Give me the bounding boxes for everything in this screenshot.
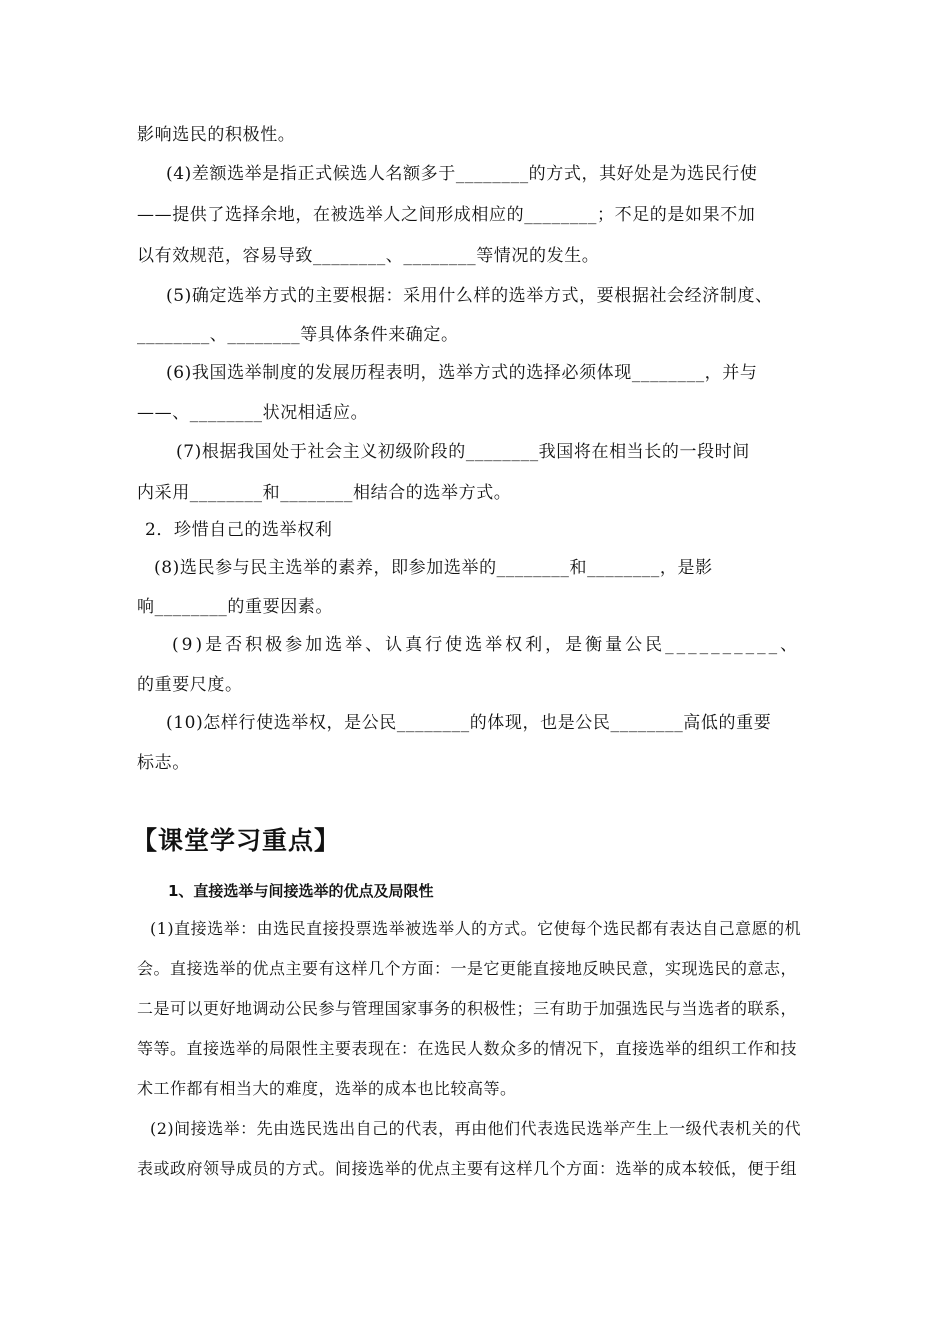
question-9: (9)是否积极参加选举、认真行使选举权利，是衡量公民__________、: [172, 635, 801, 655]
question-7: (7)根据我国处于社会主义初级阶段的________我国将在相当长的一段时间: [176, 442, 750, 462]
question-5: (5)确定选举方式的主要根据：采用什么样的选举方式，要根据社会经济制度、: [166, 286, 773, 306]
text-line: 影响选民的积极性。: [137, 125, 296, 145]
text-line: 以有效规范，容易导致________、________等情况的发生。: [137, 246, 600, 266]
text-line: ________、________等具体条件来确定。: [137, 325, 459, 345]
sub-heading: 1、直接选举与间接选举的优点及局限性: [168, 882, 434, 900]
section-heading: 【课堂学习重点】: [132, 826, 341, 855]
section-title-2: 2．珍惜自己的选举权利: [145, 520, 333, 540]
text-line: 等等。直接选举的局限性主要表现在：在选民人数众多的情况下，直接选举的组织工作和技: [137, 1039, 798, 1058]
paragraph-indirect-election: (2)间接选举：先由选民选出自己的代表，再由他们代表选民选举产生上一级代表机关的代: [150, 1119, 802, 1138]
text-line: 表或政府领导成员的方式。间接选举的优点主要有这样几个方面：选举的成本较低，便于组: [137, 1159, 798, 1178]
text-line: 二是可以更好地调动公民参与管理国家事务的积极性；三有助于加强选民与当选者的联系，: [137, 999, 798, 1018]
text-line: ——、________状况相适应。: [137, 403, 369, 423]
paragraph-direct-election: (1)直接选举：由选民直接投票选举被选举人的方式。它使每个选民都有表达自己意愿的机: [150, 919, 802, 938]
text-line: 的重要尺度。: [137, 675, 243, 695]
text-line: 内采用________和________相结合的选举方式。: [137, 483, 512, 503]
text-line: 标志。: [137, 753, 190, 773]
text-line: 术工作都有相当大的难度，选举的成本也比较高等。: [137, 1079, 517, 1098]
question-4: (4)差额选举是指正式候选人名额多于________的方式，其好处是为选民行使: [166, 164, 758, 184]
question-8: (8)选民参与民主选举的素养，即参加选举的________和________，是影: [154, 558, 713, 578]
text-line: ——提供了选择余地，在被选举人之间形成相应的________；不足的是如果不加: [137, 205, 756, 225]
question-6: (6)我国选举制度的发展历程表明，选举方式的选择必须体现________，并与: [166, 363, 758, 383]
text-line: 会。直接选举的优点主要有这样几个方面：一是它更能直接地反映民意，实现选民的意志，: [137, 959, 798, 978]
text-line: 响________的重要因素。: [137, 597, 333, 617]
question-10: (10)怎样行使选举权，是公民________的体现，也是公民________高低的重要: [166, 713, 772, 733]
